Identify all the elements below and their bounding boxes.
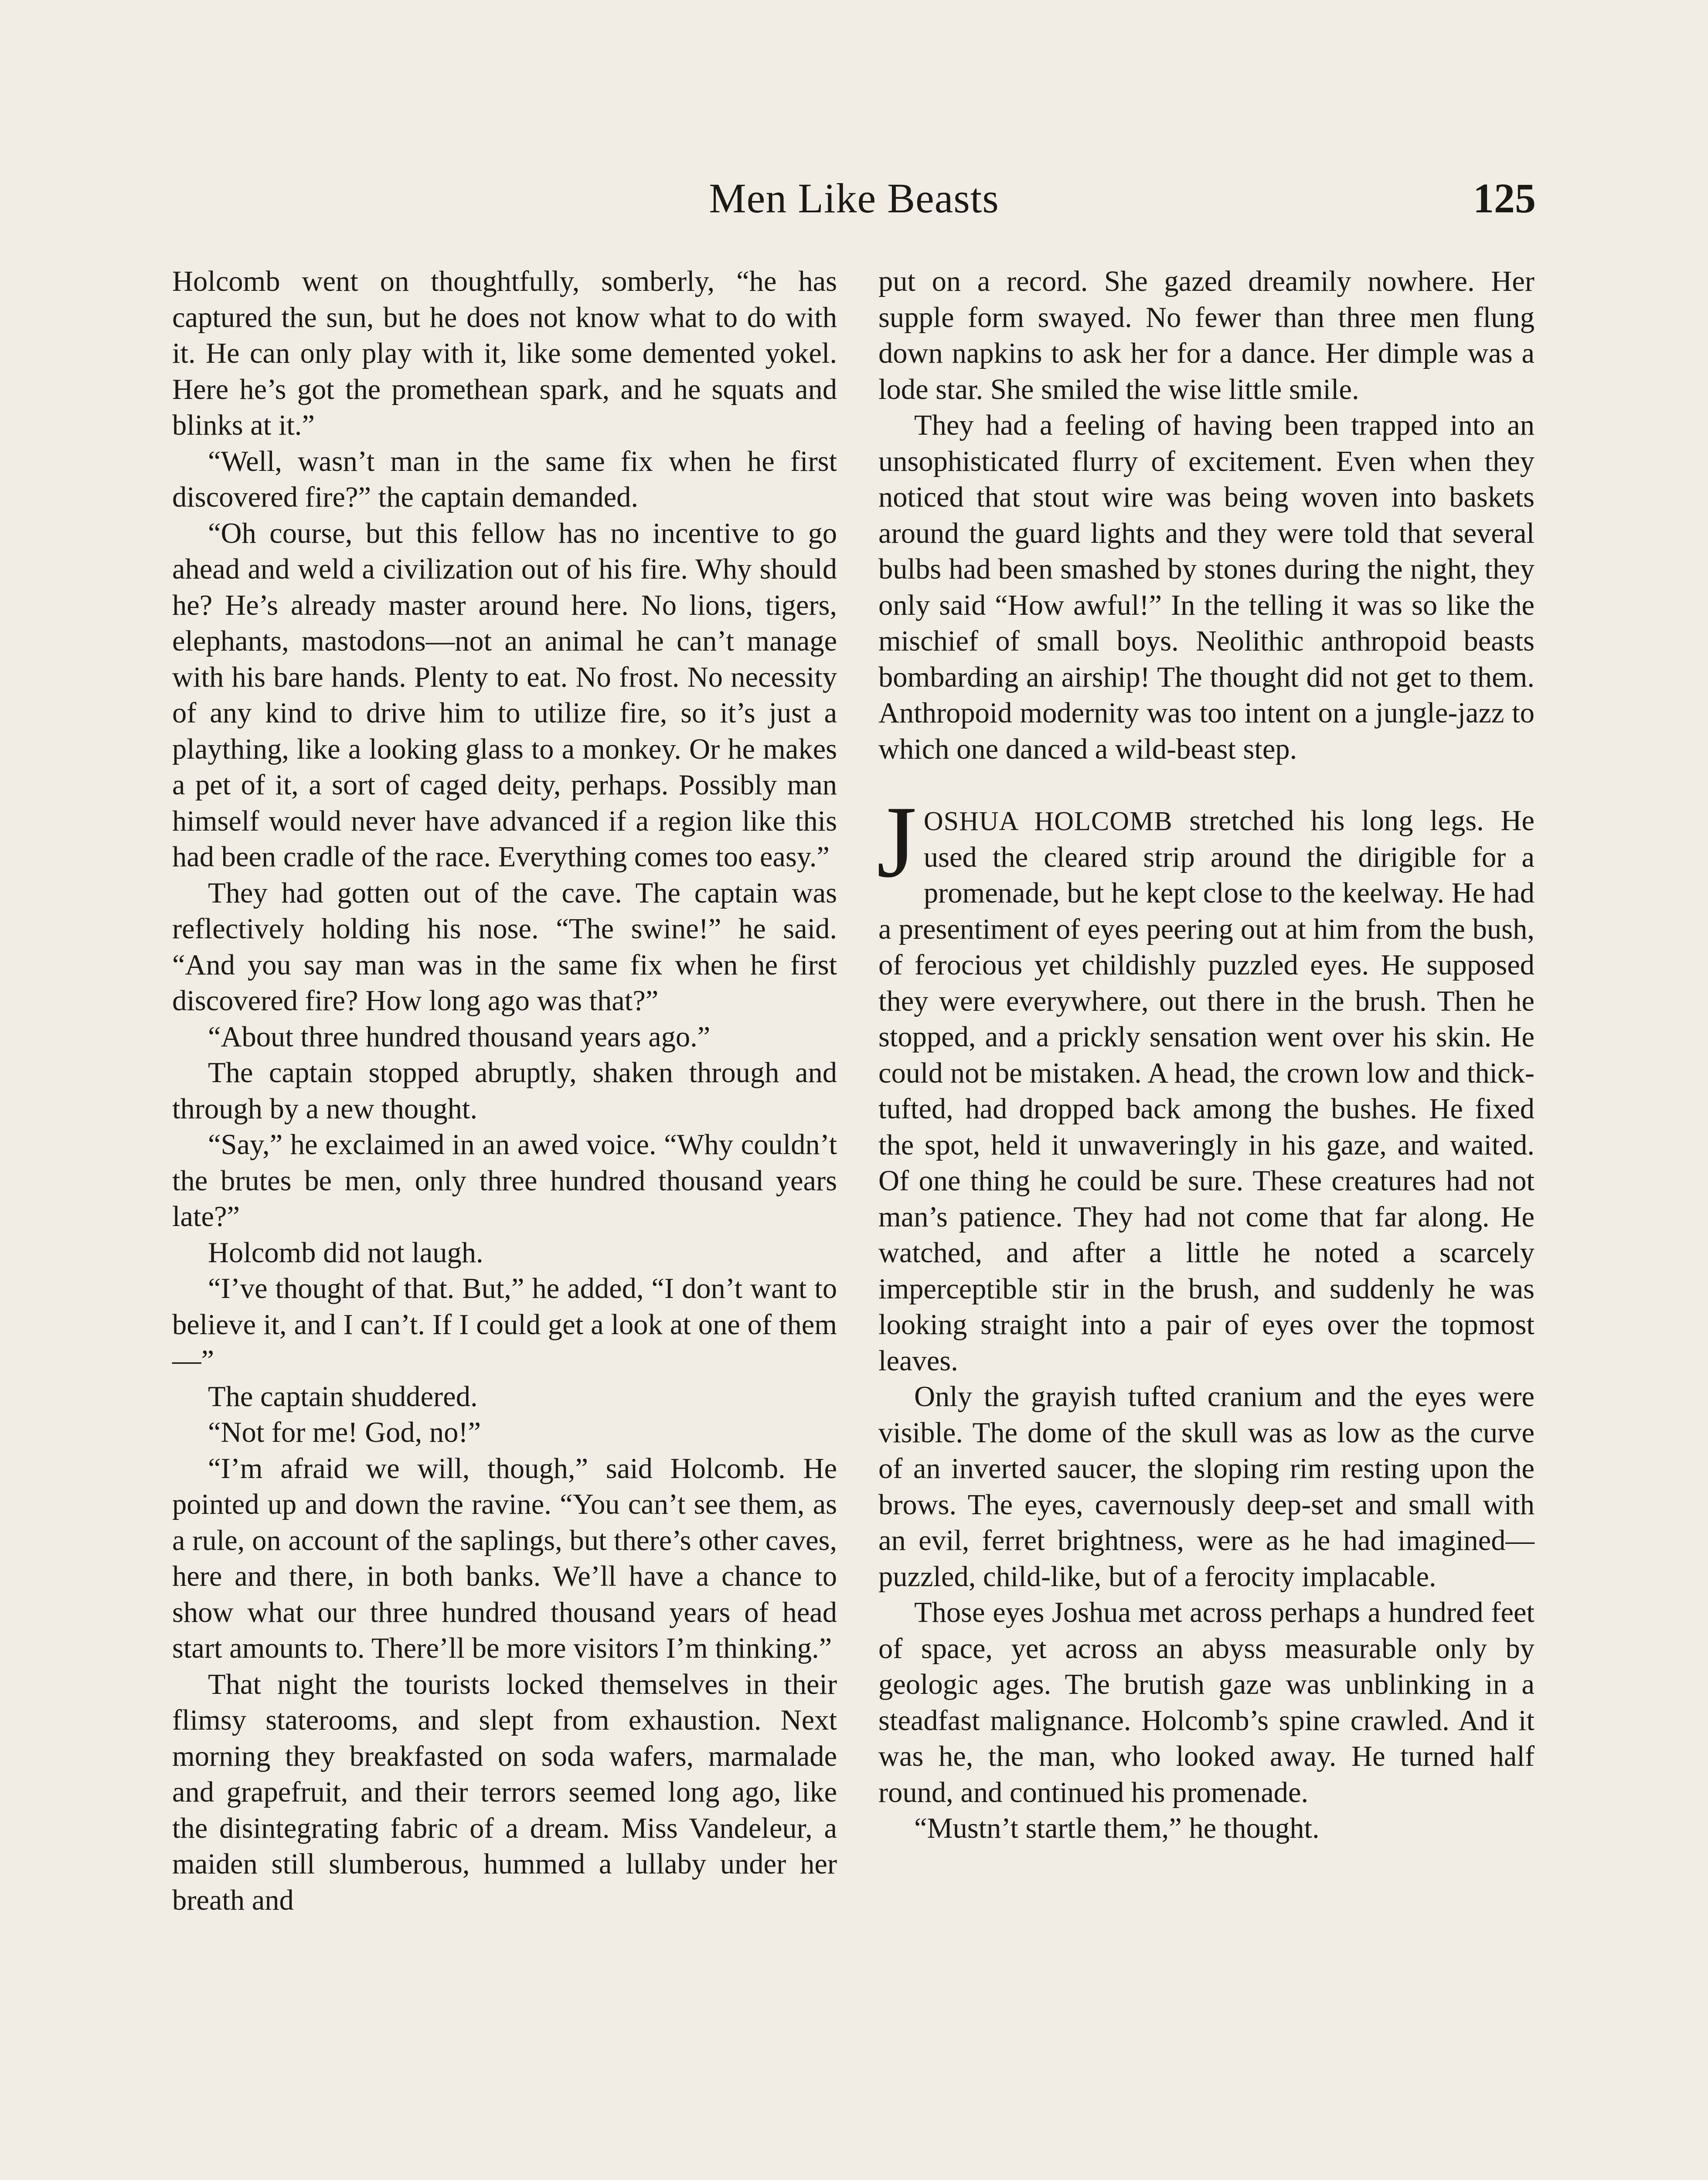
paragraph: The captain stopped abruptly, shaken through and through by a new thought.	[172, 1057, 837, 1125]
paragraph: “About three hundred thousand years ago.”	[208, 1021, 711, 1053]
page-number: 125	[1473, 175, 1536, 221]
paragraph: That night the tourists locked themselves in their flimsy staterooms, and slept from exhaustion. Next morning they breakfasted on soda wafers, marmalade and grapefruit, and their terrors seemed long ago, like the disintegrating fabric of a dream. Miss Vandeleur, a maiden still slumberous, hummed a lullaby under her breath and	[172, 1668, 837, 1916]
paragraph: Holcomb did not laugh.	[208, 1236, 483, 1269]
paragraph: “Mustn’t startle them,” he thought.	[914, 1812, 1320, 1844]
paragraph: “I’m afraid we will, though,” said Holcomb. He pointed up and down the ravine. “You can’t see them, as a rule, on account of the saplings, but there’s other caves, here and there, in both banks. We’ll have a chance to show what our three hundred thousand years of head start amounts to. There’ll be more visitors I’m thinking.”	[172, 1452, 837, 1664]
paragraph: “Well, wasn’t man in the same fix when he first discovered fire?” the captain demanded.	[172, 445, 837, 513]
chapter-title: Men Like Beasts	[709, 175, 999, 221]
paragraph: They had gotten out of the cave. The captain was reflectively holding his nose. “The swine!” he said. “And you say man was in the same fix when he first discovered fire? How long ago was that?”	[172, 877, 837, 1017]
paragraph: Those eyes Joshua met across perhaps a hundred feet of space, yet across an abyss measurable only by geologic ages. The brutish gaze was unblinking in a steadfast malignance. Holcomb’s spine crawled. And it was he, the man, who looked away. He turned half round, and continued his promenade.	[878, 1597, 1534, 1809]
paragraph: They had a feeling of having been trapped into an unsophisticated flurry of excitement. Even when they noticed that stout wire was being woven into baskets around the guard lights and they were told that several bulbs had been smashed by stones during the night, they only said “How awful!” In the telling it was so like the mischief of small boys. Neolithic anthropoid beasts bombarding an airship! The thought did not get to them. Anthropoid modernity was too intent on a jungle-jazz to which one danced a wild-beast step.	[878, 409, 1534, 765]
left-column	[172, 264, 837, 1918]
section-lead-in: OSHUA HOLCOMB	[923, 807, 1173, 836]
paragraph: put on a record. She gazed dreamily nowhere. Her supple form swayed. No fewer than three men flung down napkins to ask her for a dance. Her dimple was a lode star. She smiled the wise little smile.	[878, 266, 1534, 405]
paragraph: “I’ve thought of that. But,” he added, “I don’t want to believe it, and I can’t. If I could get a look at one of them—”	[172, 1273, 837, 1376]
paragraph: Only the grayish tufted cranium and the eyes were visible. The dome of the skull was as low as the curve of an inverted saucer, the sloping rim resting upon the brows. The eyes, cavernously deep-set and small with an evil, ferret brightness, were as he had imagined—puzzled, child-like, but of a ferocity implacable.	[878, 1381, 1534, 1593]
section-text: stretched his long legs. He used the cleared strip around the dirigible for a promenade, but he kept close to the keelway. He had a presentiment of eyes peering out at him from the bush, of ferocious yet childishly puzzled eyes. He supposed they were everywhere, out there in the brush. Then he stopped, and a prickly sensation went over his skin. He could not be mistaken. A head, the crown low and thick-tufted, had dropped back among the bushes. He fixed the spot, held it unwaveringly in his gaze, and waited. Of one thing he could be sure. These creatures had not man’s patience. They had not come that far along. He watched, and after a little he noted a scarcely imperceptible stir in the brush, and suddenly he was looking straight into a pair of eyes over the topmost leaves.	[878, 805, 1534, 1377]
section-opening-paragraph	[877, 785, 1534, 1379]
paragraph: “Oh course, but this fellow has no incentive to go ahead and weld a civilization out of his fire. Why should he? He’s already master around here. No lions, tigers, elephants, mastodons—not an animal he can’t manage with his bare hands. Plenty to eat. No frost. No necessity of any kind to drive him to utilize fire, so it’s just a plaything, like a looking glass to a monkey. Or he makes a pet of it, a sort of caged deity, perhaps. Possibly man himself would never have advanced if a region like this had been cradle of the race. Everything comes too easy.”	[172, 517, 837, 873]
paragraph: The captain shuddered.	[208, 1380, 478, 1413]
paragraph: Holcomb went on thoughtfully, somberly, “he has captured the sun, but he does not know what to do with it. He can only play with it, like some demented yokel. Here he’s got the promethean spark, and he squats and blinks at it.”	[172, 266, 837, 441]
paragraph: “Not for me! God, no!”	[208, 1417, 481, 1448]
drop-cap: J	[877, 785, 917, 899]
paragraph: “Say,” he exclaimed in an awed voice. “Why couldn’t the brutes be men, only three hundred thousand years late?”	[172, 1129, 837, 1233]
running-header	[172, 168, 1536, 229]
right-column	[878, 264, 1534, 1847]
